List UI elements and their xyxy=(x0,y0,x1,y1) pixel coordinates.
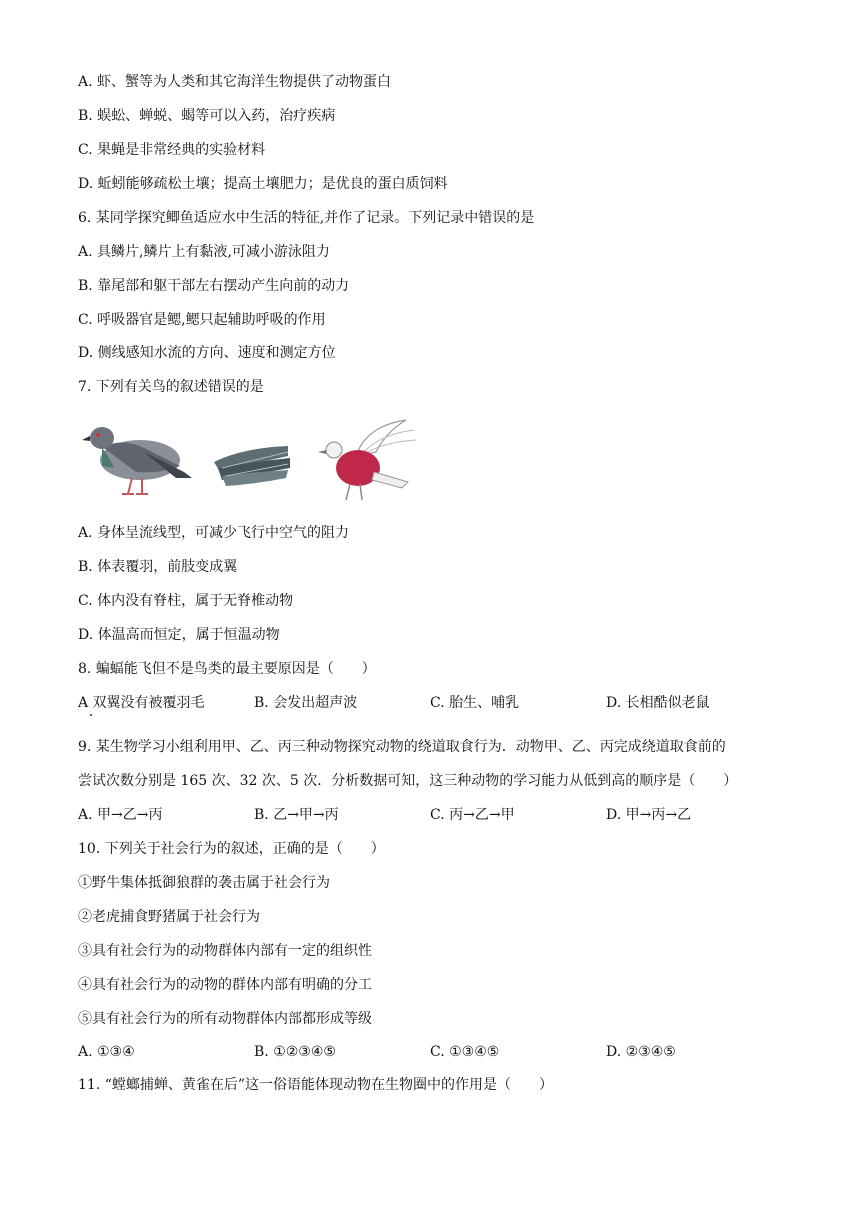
q6-option-c: C. 呼吸器官是鳃,鳃只起辅助呼吸的作用 xyxy=(78,312,326,328)
q8-option-a: A 双翼没有被覆羽毛 xyxy=(78,695,205,711)
q6-option-a: A. 具鳞片,鳞片上有黏液,可减小游泳阻力 xyxy=(78,244,330,260)
q10-statement-1: ①野牛集体抵御狼群的袭击属于社会行为 xyxy=(78,875,330,891)
q9-option-d: D. 甲→丙→乙 xyxy=(606,807,692,823)
q9-stem-line2: 尝试次数分别是 165 次、32 次、5 次．分析数据可知，这三种动物的学习能力从低到高的顺序是（ ） xyxy=(78,773,738,789)
wing-figure xyxy=(212,438,292,494)
q11-stem: 11. “螳螂捕蝉、黄雀在后”这一俗语能体现动物在生物圈中的作用是（ ） xyxy=(78,1077,554,1093)
q9-option-c: C. 丙→乙→甲 xyxy=(430,807,515,823)
q10-statement-3: ③具有社会行为的动物群体内部有一定的组织性 xyxy=(78,943,372,959)
q8-option-a-dot xyxy=(90,714,92,716)
q9-option-b: B. 乙→甲→丙 xyxy=(254,807,339,823)
q5-option-c: C. 果蝇是非常经典的实验材料 xyxy=(78,142,266,158)
q6-option-b: B. 靠尾部和躯干部左右摆动产生向前的动力 xyxy=(78,278,350,294)
q8-option-b: B. 会发出超声波 xyxy=(254,695,358,711)
q8-option-d: D. 长相酷似老鼠 xyxy=(606,695,710,711)
q10-statement-4: ④具有社会行为的动物的群体内部有明确的分工 xyxy=(78,977,372,993)
q10-option-b: B. ①②③④⑤ xyxy=(254,1044,336,1060)
q10-option-a: A. ①③④ xyxy=(78,1044,135,1060)
q7-option-a: A. 身体呈流线型，可减少飞行中空气的阻力 xyxy=(78,525,350,541)
q7-option-d: D. 体温高而恒定，属于恒温动物 xyxy=(78,627,280,643)
q6-stem: 6. 某同学探究鲫鱼适应水中生活的特征,并作了记录。下列记录中错误的是 xyxy=(78,210,535,226)
q7-option-b: B. 体表覆羽，前肢变成翼 xyxy=(78,559,238,575)
q5-option-d: D. 蚯蚓能够疏松土壤；提高土壤肥力；是优良的蛋白质饲料 xyxy=(78,176,448,192)
q10-statement-2: ②老虎捕食野猪属于社会行为 xyxy=(78,909,260,925)
q7-figures xyxy=(80,408,440,508)
q10-statement-5: ⑤具有社会行为的所有动物群体内部都形成等级 xyxy=(78,1011,372,1027)
bird-skeleton-figure xyxy=(316,416,420,506)
q10-option-c: C. ①③④⑤ xyxy=(430,1044,500,1060)
q9-option-a: A. 甲→乙→丙 xyxy=(78,807,163,823)
q9-stem-line1: 9. 某生物学习小组利用甲、乙、丙三种动物探究动物的绕道取食行为．动物甲、乙、丙完成绕道取食前的 xyxy=(78,739,726,755)
q5-option-b: B. 蜈蚣、蝉蜕、蝎等可以入药，治疗疾病 xyxy=(78,108,336,124)
q7-option-c: C. 体内没有脊柱，属于无脊椎动物 xyxy=(78,593,294,609)
q6-option-d: D. 侧线感知水流的方向、速度和测定方位 xyxy=(78,345,336,361)
pigeon-figure xyxy=(80,408,196,504)
q7-stem: 7. 下列有关鸟的叙述错误的是 xyxy=(78,379,264,395)
q10-stem: 10. 下列关于社会行为的叙述，正确的是（ ） xyxy=(78,841,385,857)
q8-option-c: C. 胎生、哺乳 xyxy=(430,695,520,711)
q5-option-a: A. 虾、蟹等为人类和其它海洋生物提供了动物蛋白 xyxy=(78,74,392,90)
q10-option-d: D. ②③④⑤ xyxy=(606,1044,676,1060)
q8-stem: 8. 蝙蝠能飞但不是鸟类的最主要原因是（ ） xyxy=(78,661,376,677)
